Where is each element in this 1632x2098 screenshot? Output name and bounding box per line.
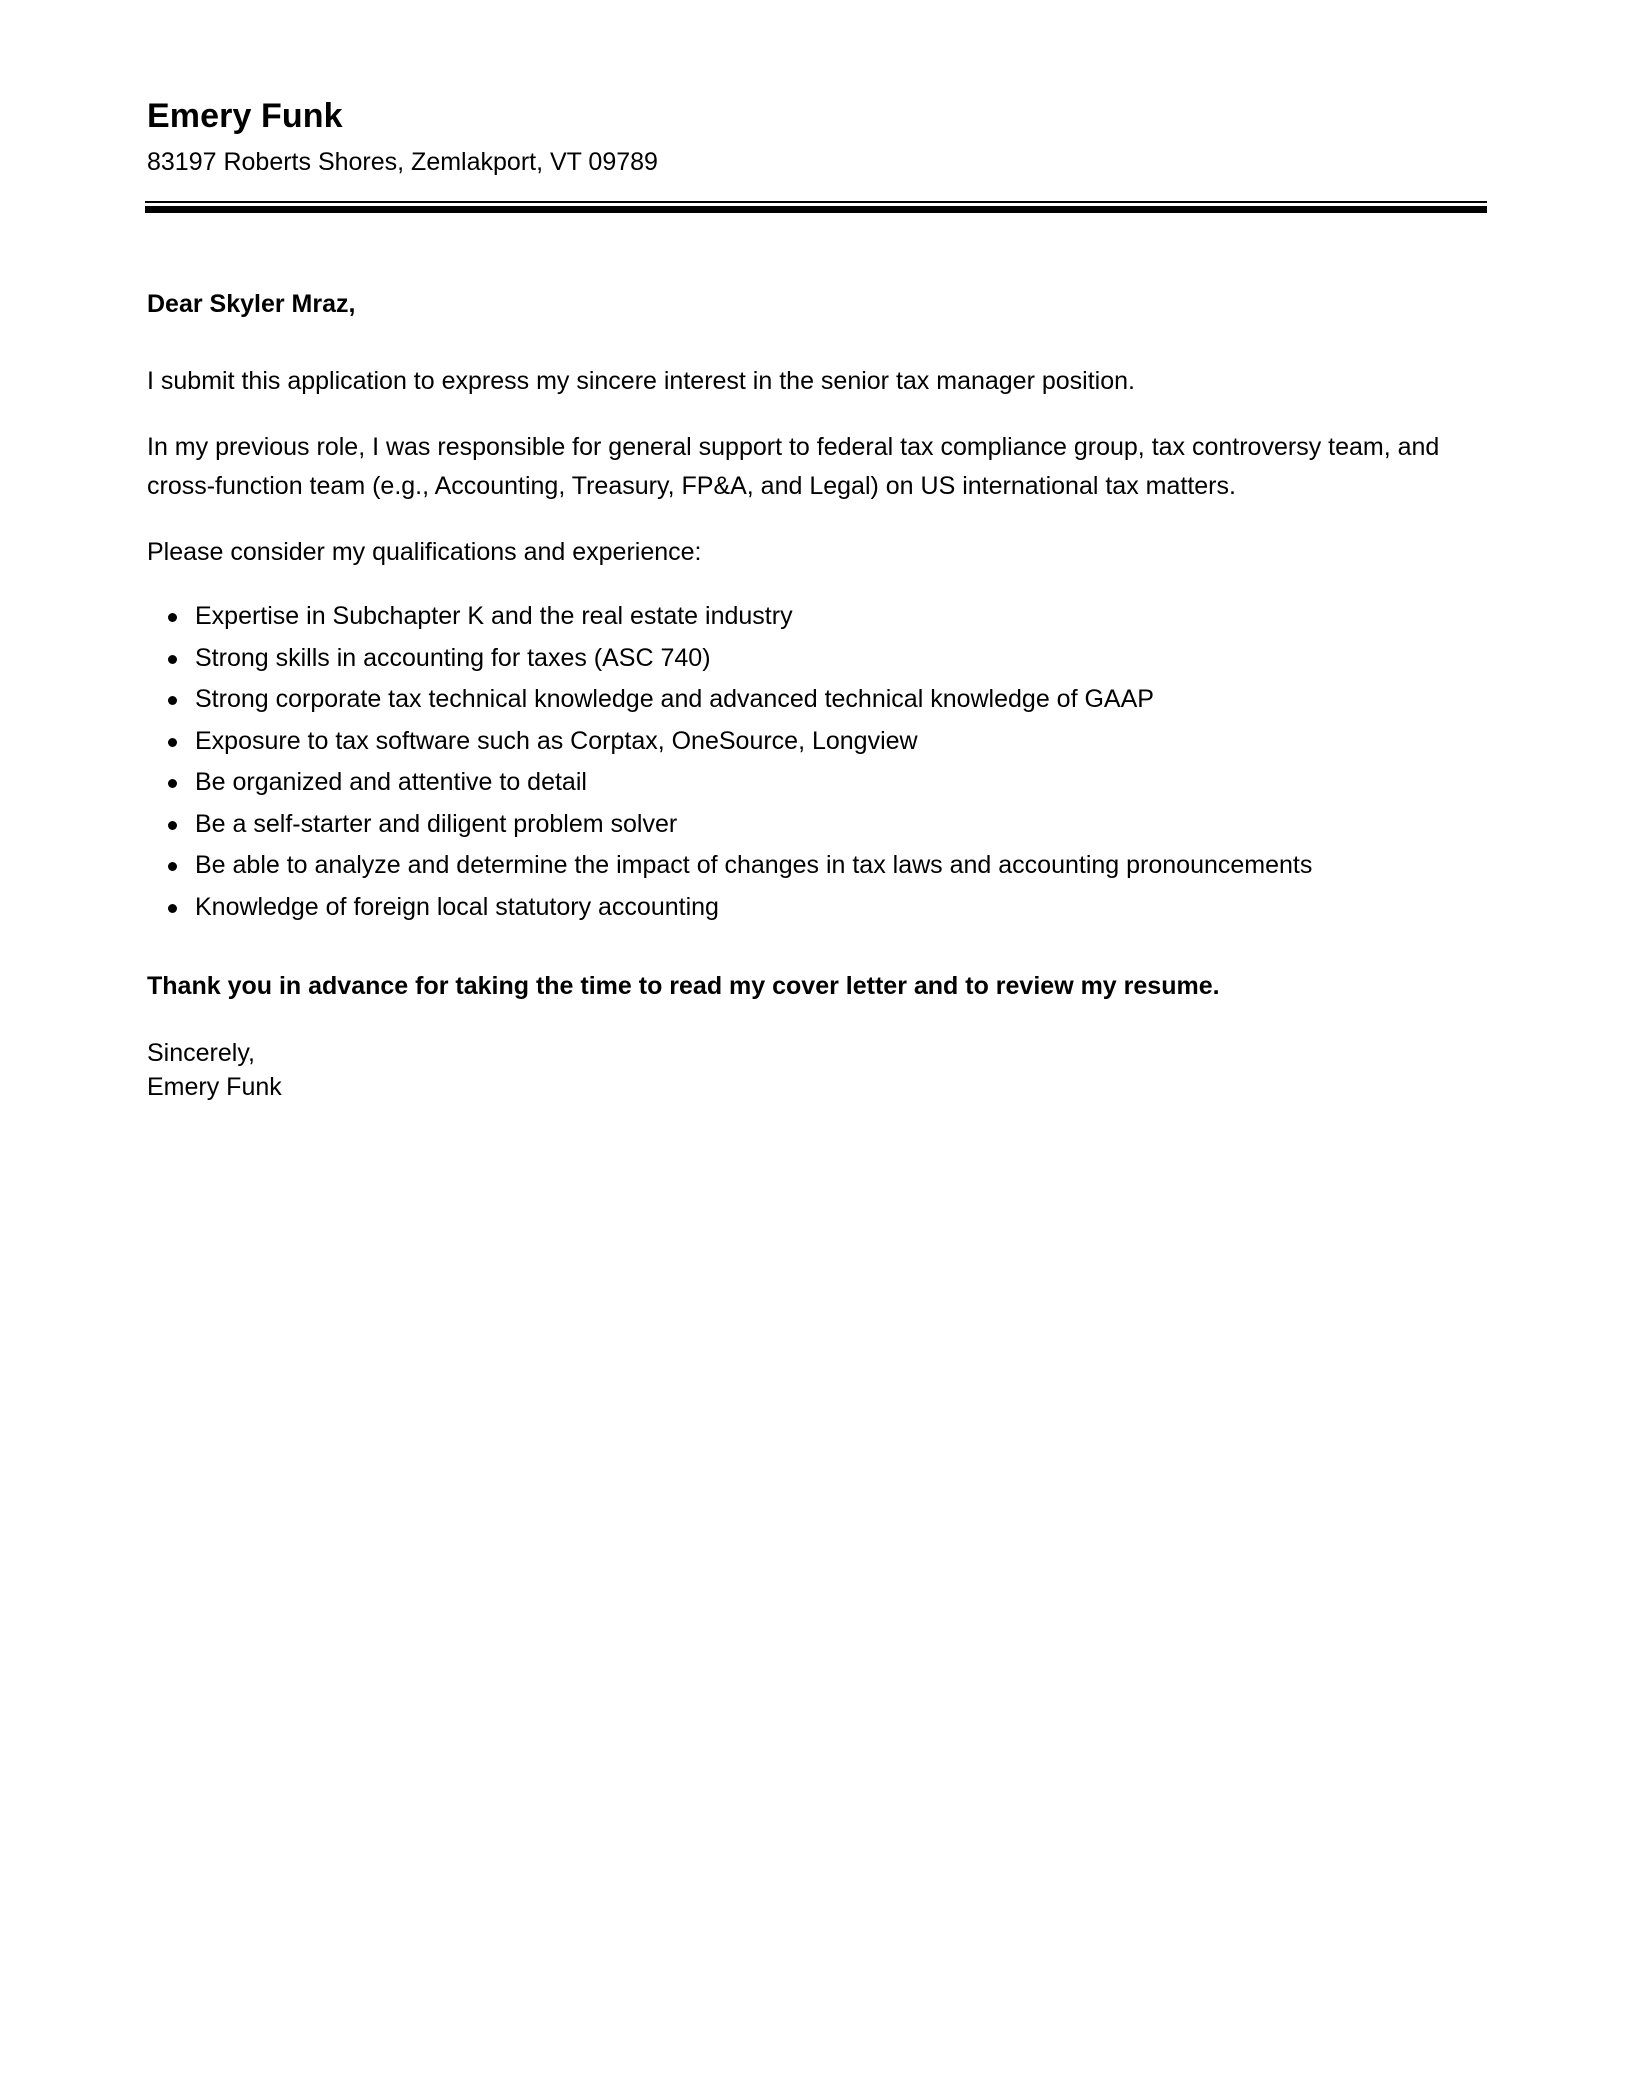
list-item: [147, 890, 1489, 926]
closing-thank-you: Thank you in advance for taking the time to read my cover letter and to review my resume.: [147, 972, 1220, 1001]
signoff-name: Emery Funk: [147, 1073, 282, 1102]
signoff-closing: Sincerely,: [147, 1038, 255, 1067]
list-item: [147, 641, 1489, 677]
signoff-block: [147, 1036, 1489, 1105]
letter-content: [147, 0, 1489, 1105]
list-item-label: Strong corporate tax technical knowledge and advanced technical knowledge of GAAP: [195, 685, 1154, 714]
letterhead: [147, 0, 1489, 178]
header-divider: [145, 201, 1487, 213]
salutation: Dear Skyler Mraz,: [147, 290, 356, 319]
letter-body: [147, 213, 1489, 1105]
experience-paragraph: In my previous role, I was responsible for general support to federal tax compliance group, tax controversy team, and cross-function team (e.g., Accounting, Treasury, FP&A, and Legal) on US international tax matters.: [147, 433, 1440, 501]
list-item: [147, 848, 1489, 884]
list-item: [147, 765, 1489, 801]
list-item-label: Be organized and attentive to detail: [195, 768, 587, 797]
sender-address: 83197 Roberts Shores, Zemlakport, VT 09789: [147, 147, 658, 176]
list-item-label: Be able to analyze and determine the impact of changes in tax laws and accounting pronouncements: [195, 851, 1313, 880]
qualifications-list: [147, 599, 1489, 925]
list-item-label: Knowledge of foreign local statutory accounting: [195, 892, 719, 921]
list-item-label: Exposure to tax software such as Corptax, OneSource, Longview: [195, 726, 918, 755]
list-item-label: Be a self-starter and diligent problem solver: [195, 809, 678, 838]
opening-paragraph: I submit this application to express my sincere interest in the senior tax manager position.: [147, 367, 1135, 396]
list-item-label: Expertise in Subchapter K and the real estate industry: [195, 602, 793, 631]
qualifications-intro: Please consider my qualifications and experience:: [147, 538, 702, 567]
divider-thick-bar: [145, 206, 1487, 213]
list-item-label: Strong skills in accounting for taxes (ASC 740): [195, 643, 711, 672]
list-item: [147, 807, 1489, 843]
list-item: [147, 599, 1489, 635]
list-item: [147, 724, 1489, 760]
sender-name: Emery Funk: [147, 97, 343, 135]
list-item: [147, 682, 1489, 718]
